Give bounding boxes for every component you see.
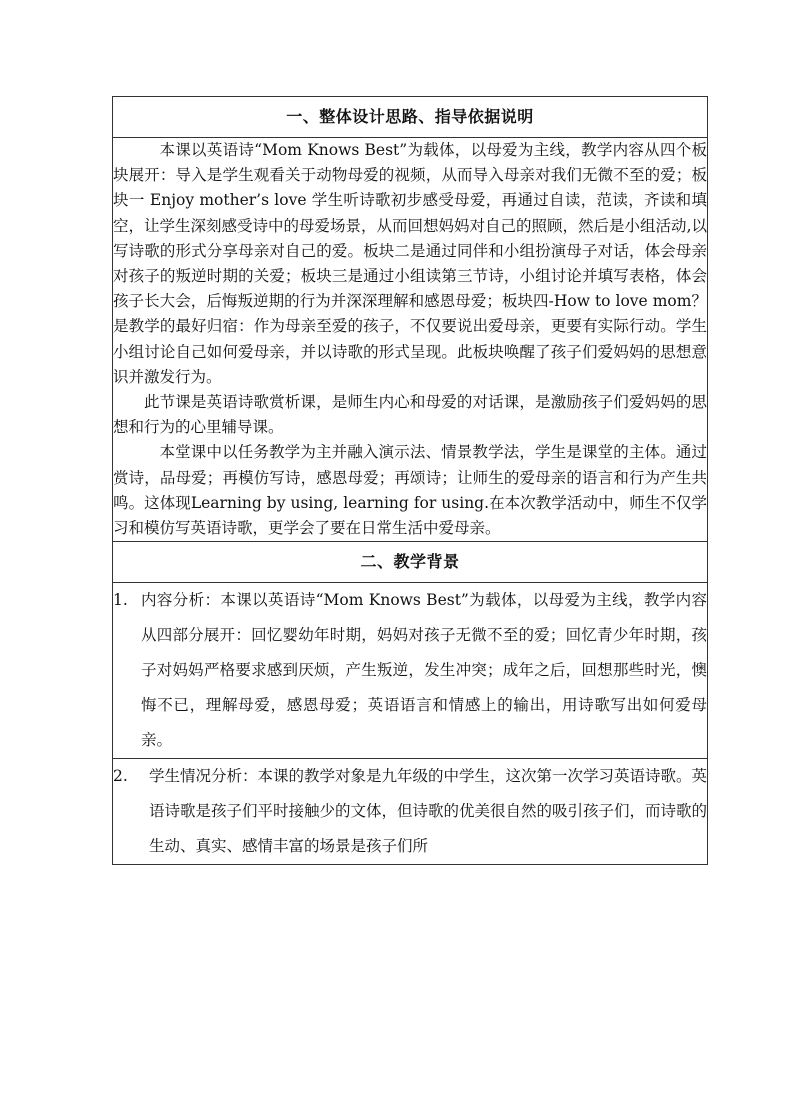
item-text: 学生情况分析：本课的教学对象是九年级的中学生，这次第一次学习英语诗歌。英语诗歌是孩子们平时接触少的文体，但诗歌的优美很自然的吸引孩子们，而诗歌的生动、真实、感情丰富的场景是孩子们所 — [149, 767, 708, 856]
item-number: 2. — [113, 767, 128, 786]
section-1-body — [113, 138, 708, 542]
paragraph: 此节课是英语诗歌赏析课，是师生内心和母爱的对话课，是激励孩子们爱妈妈的思想和行为的心里辅导课。 — [113, 393, 707, 437]
paragraph: 本课以英语诗“Mom Knows Best”为载体，以母爱为主线，教学内容从四个板块展开：导入是学生观看关于动物母爱的视频，从而导入母亲对我们无微不至的爱；板块一 Enjoy mother’s love 学生听诗歌初步感受母爱，再通过自读，范读，齐读和填空，让学生深刻感受诗中的母爱场景，从而回想妈妈对自己的照顾，然后是小组活动,以写诗歌的形式分享母亲对自己的爱。板块二是通过同伴和小组扮演母子对话，体会母亲对孩子的叛逆时期的关爱；板块三是通过小组读第三节诗，小组讨论并填写表格，体会孩子长大会，后悔叛逆期的行为并深深理解和感恩母爱；板块四-How to love mom？是教学的最好归宿：作为母亲至爱的孩子，不仅要说出爱母亲，更要有实际行动。学生小组讨论自己如何爱母亲，并以诗歌的形式呈现。此板块唤醒了孩子们爱妈妈的思想意识并激发行为。 — [113, 141, 707, 386]
section-1-heading: 一、整体设计思路、指导依据说明 — [113, 97, 708, 138]
list-item — [113, 583, 708, 759]
paragraph: 本堂课中以任务教学为主并融入演示法、情景教学法，学生是课堂的主体。通过赏诗，品母爱；再模仿写诗，感恩母爱；再颂诗；让师生的爱母亲的语言和行为产生共鸣。这体现Learning by using, learning for using.在本次教学活动中，师生不仅学习和模仿写英语诗歌，更学会了要在日常生活中爱母亲。 — [113, 443, 707, 538]
lesson-design-table — [112, 96, 708, 865]
item-number: 1. — [113, 591, 128, 610]
section-2-heading: 二、教学背景 — [113, 542, 708, 583]
document-page — [112, 96, 708, 865]
item-text: 内容分析：本课以英语诗“Mom Knows Best”为载体，以母爱为主线，教学内容从四部分展开：回忆婴幼年时期，妈妈对孩子无微不至的爱；回忆青少年时期，孩子对妈妈严格要求感到厌烦，产生叛逆，发生冲突；成年之后，回想那些时光，懊悔不已，理解母爱，感恩母爱；英语语言和情感上的输出，用诗歌写出如何爱母亲。 — [141, 591, 707, 750]
list-item — [113, 759, 708, 865]
